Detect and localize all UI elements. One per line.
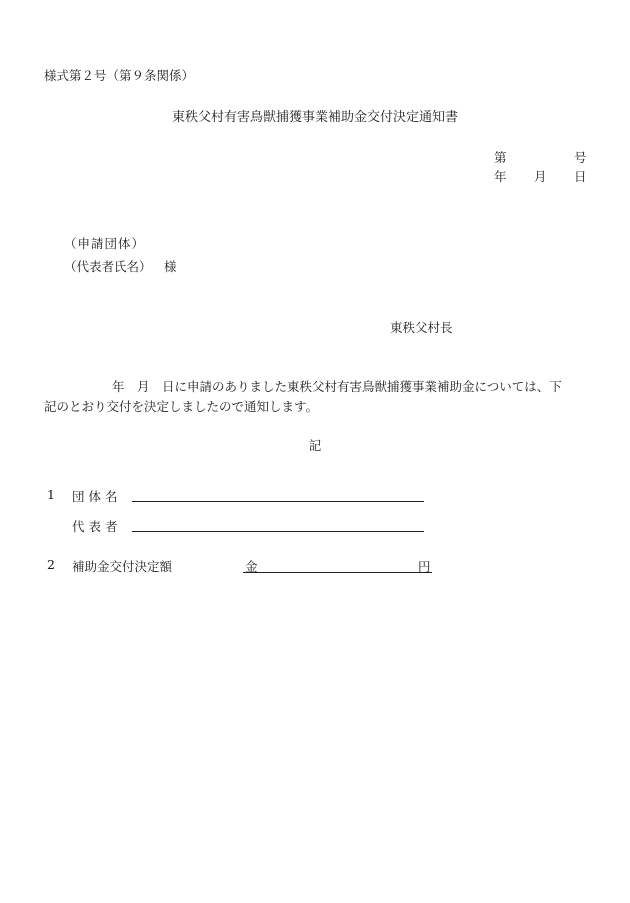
representative-blank [132, 531, 424, 532]
honorific: 様 [164, 259, 177, 274]
organization-name-blank [132, 501, 424, 502]
date-day: 日 [574, 169, 587, 184]
body-text-line-2: 記のとおり交付を決定しましたので通知します。 [44, 399, 319, 414]
date-year: 年 [494, 169, 507, 184]
form-number: 様式第２号（第９条関係） [44, 68, 195, 83]
date-month: 月 [534, 169, 547, 184]
doc-number-go: 号 [574, 150, 587, 165]
item-1-label: 団体名 [72, 489, 122, 504]
amount-blank [243, 572, 432, 573]
item-1-sub-label: 代表者 [72, 519, 122, 534]
body-text-line-1: 年 月 日に申請のありました東秩父村有害鳥獣捕獲事業補助金については、下 [112, 379, 562, 394]
item-2-number: 2 [47, 557, 55, 572]
item-1-number: 1 [47, 487, 55, 502]
amount-suffix: 円 [418, 559, 431, 574]
ki-heading: 記 [308, 438, 322, 453]
applicant-organization: （申請団体） [64, 236, 146, 251]
representative-name: （代表者氏名） [64, 259, 152, 274]
amount-prefix: 金 [245, 559, 258, 574]
doc-number-dai: 第 [494, 150, 507, 165]
issuer: 東秩父村長 [390, 320, 453, 335]
item-2-label: 補助金交付決定額 [72, 559, 173, 574]
document-title: 東秩父村有害鳥獣捕獲事業補助金交付決定通知書 [171, 110, 458, 125]
